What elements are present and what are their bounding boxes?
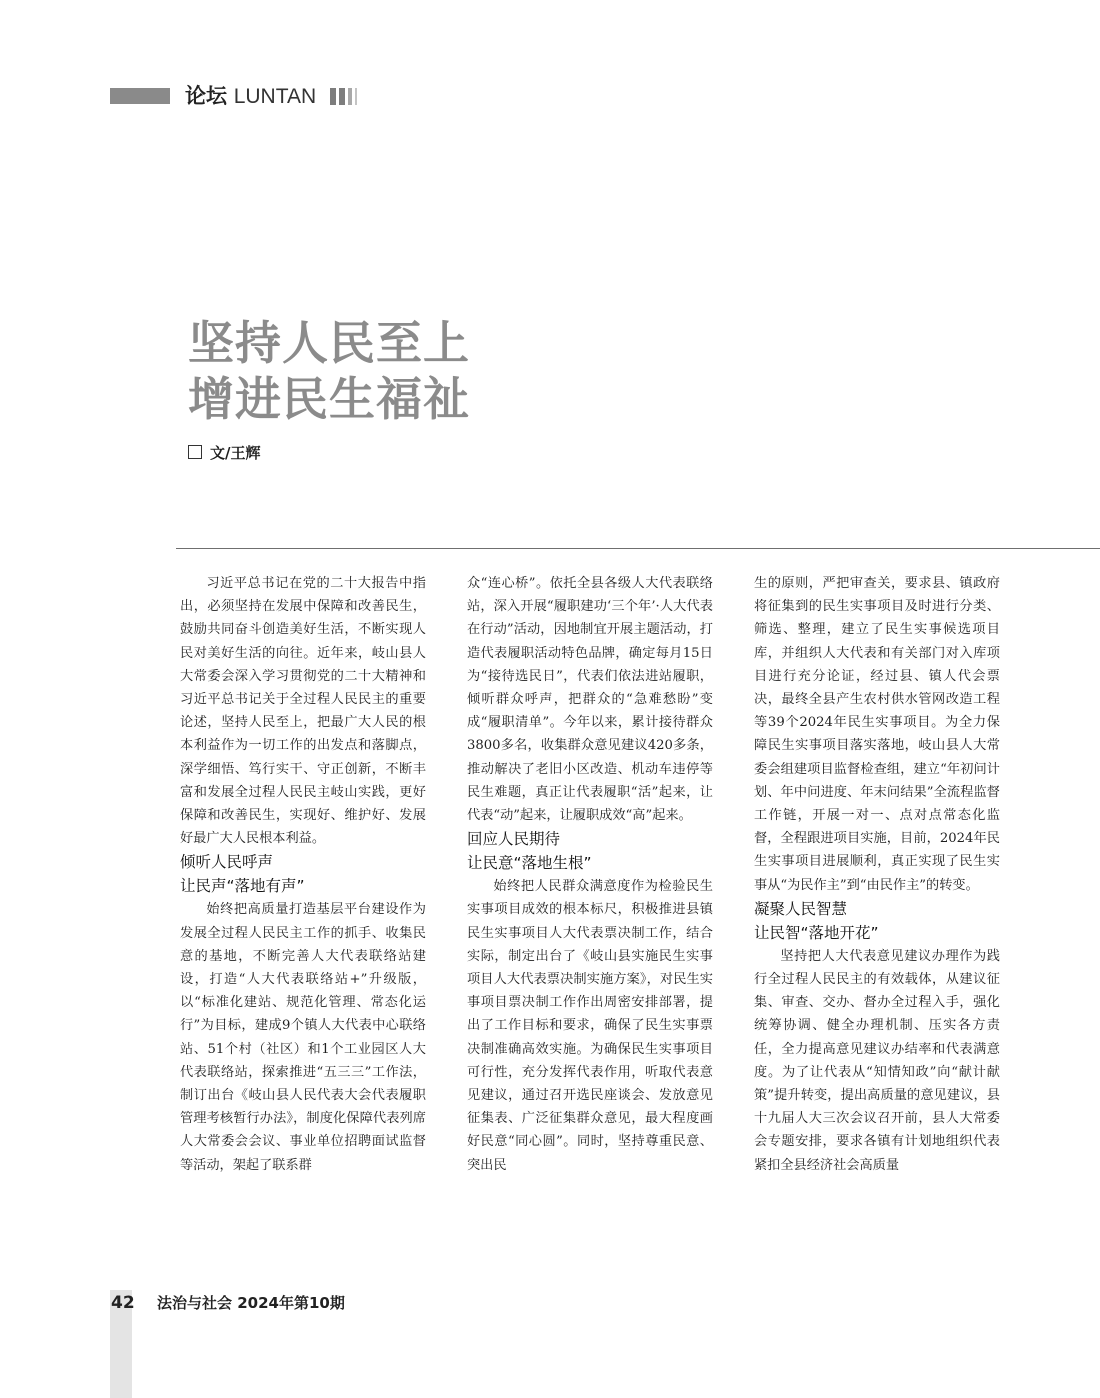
byline bbox=[188, 443, 260, 463]
subheading-line-2: 让民智“落地开花” bbox=[754, 923, 879, 942]
subheading-line-2: 让民意“落地生根” bbox=[467, 854, 592, 873]
byline-text: 文/王辉 bbox=[210, 444, 261, 462]
paragraph-continued: 众“连心桥”。依托全县各级人大代表联络站，深入开展“履职建功‘三个年’·人大代表在行动”活动，因地制宜开展主题活动，打造代表履职活动特色品牌，确定每月15日为“接待选民日”，代表们依法进站履职，倾听群众呼声，把群众的“急难愁盼”变成“履职清单”。今年以来，累计接待群众3800多名，收集群众意见建议420多条，推动解决了老旧小区改造、机动车违停等民生难题，真正让代表履职“活”起来，让代表“动”起来，让履职成效“高”起来。 bbox=[467, 576, 713, 824]
publication-info: 法治与社会 2024年第10期 bbox=[157, 1294, 345, 1312]
text-column-1 bbox=[180, 572, 426, 1177]
paragraph-continued: 生的原则，严把审查关，要求县、镇政府将征集到的民生实事项目及时进行分类、筛选、整理，建立了民生实事候选项目库，并组织人大代表和有关部门对入库项目进行充分论证，经过县、镇人代会票决，最终全县产生农村供水管网改造工程等39个2024年民生实事项目。为全力保障民生实事项目落实落地，岐山县人大常委会组建项目监督检查组，建立“年初问计划、年中问进度、年末问结果”全流程监督工作链，开展一对一、点对点常态化监督，全程跟进项目实施，目前，2024年民生实事项目进展顺利，真正实现了民生实事从“为民作主”到“由民作主”的转变。 bbox=[754, 576, 1000, 893]
section-header-ticks bbox=[330, 88, 360, 105]
page-number: 42 bbox=[111, 1293, 135, 1313]
text-column-2 bbox=[467, 572, 713, 1177]
divider-rule bbox=[176, 548, 1100, 549]
article-title bbox=[188, 315, 470, 427]
paragraph: 始终把人民群众满意度作为检验民生实事项目成效的根本标尺，积极推进县镇民生实事项目人大代表票决制工作，结合实际，制定出台了《岐山县实施民生实事项目人大代表票决制实施方案》，对民生实事项目票决制工作作出周密安排部署，提出了工作目标和要求，确保了民生实事票决制准确高效实施。为确保民生实事项目可行性，充分发挥代表作用，听取代表意见建议，通过召开选民座谈会、发放意见征集表、广泛征集群众意见，最大程度画好民意“同心圆”。同时，坚持尊重民意、突出民 bbox=[467, 879, 713, 1173]
section-name-cn: 论坛 bbox=[185, 84, 227, 108]
subheading-line-1: 倾听人民呼声 bbox=[180, 853, 274, 872]
section-header bbox=[185, 83, 316, 110]
section-name-en: LUNTAN bbox=[233, 85, 317, 108]
subheading-line-1: 回应人民期待 bbox=[467, 830, 561, 849]
article-title-line-2: 增进民生福祉 bbox=[188, 372, 470, 426]
paragraph: 坚持把人大代表意见建议办理作为践行全过程人民民主的有效载体，从建议征集、审查、交办、督办全过程入手，强化统筹协调、健全办理机制、压实各方责任，全力提高意见建议办结率和代表满意度。为了让代表从“知情知政”向“献计献策”提升转变，提出高质量的意见建议，县十九届人大三次会议召开前，县人大常委会专题安排，要求各镇有计划地组织代表紧扣全县经济社会高质量 bbox=[754, 948, 1000, 1173]
paragraph: 习近平总书记在党的二十大报告中指出，必须坚持在发展中保障和改善民生，鼓励共同奋斗创造美好生活，不断实现人民对美好生活的向往。近年来，岐山县人大常委会深入学习贯彻党的二十大精神和习近平总书记关于全过程人民民主的重要论述，坚持人民至上，把最广大人民的根本利益作为一切工作的出发点和落脚点，深学细悟、笃行实干、守正创新，不断丰富和发展全过程人民民主岐山实践，更好保障和改善民生，实现好、维护好、发展好最广大人民根本利益。 bbox=[180, 576, 426, 847]
subheading-line-2: 让民声“落地有声” bbox=[180, 877, 305, 896]
section-header-bar bbox=[110, 88, 170, 104]
paragraph: 始终把高质量打造基层平台建设作为发展全过程人民民主工作的抓手、收集民意的基地，不断完善人大代表联络站建设，打造“人大代表联络站+”升级版，以“标准化建站、规范化管理、常态化运行”为目标，建成9个镇人大代表中心联络站、51个村（社区）和1个工业园区人大代表联络站，探索推进“五三三”工作法，制订出台《岐山县人民代表大会代表履职管理考核暂行办法》，制度化保障代表列席人大常委会会议、事业单位招聘面试监督等活动，架起了联系群 bbox=[180, 902, 426, 1173]
byline-box-icon bbox=[188, 445, 202, 459]
subheading-line-1: 凝聚人民智慧 bbox=[754, 899, 848, 918]
article-title-line-1: 坚持人民至上 bbox=[188, 316, 470, 370]
text-column-3 bbox=[754, 572, 1000, 1177]
